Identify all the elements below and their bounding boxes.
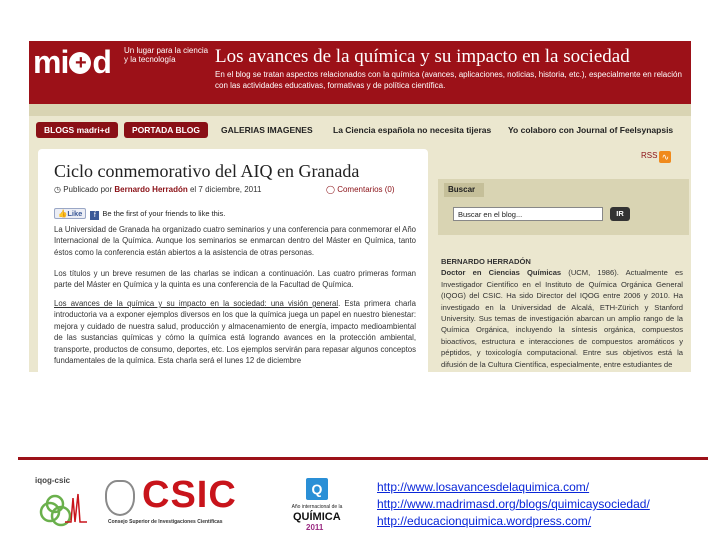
csic-subtitle: Consejo Superior de Investigaciones Científicas <box>108 519 223 525</box>
rss-link[interactable]: RSS ∿ <box>641 151 671 163</box>
plus-icon: + <box>69 52 91 74</box>
blog-screenshot <box>29 41 691 372</box>
search-button[interactable]: IR <box>610 207 630 221</box>
blog-banner <box>29 41 691 104</box>
bio-name: BERNARDO HERRADÓN <box>441 257 531 266</box>
post-paragraph: Los avances de la química y su impacto en la sociedad: una visión general. Esta primera charla introductoria va a exponer ejemplos diversos en los que la química juega un papel en nuestro bienestar: mejora y cuidado de nuestra salud, producción y almacenamiento de energía, impacto medioambiental de las sustancias químicas y cómo la química está logrando avances en la protección ambiental, transporte, productos de consumo, deportes, etc. Los ejemplos servirán para repasar algunos conceptos fundamentales de la química. Esta charla será el lunes 12 de diciembre <box>54 299 416 366</box>
like-button[interactable]: 👍Like <box>54 208 86 219</box>
post-title[interactable]: Ciclo conmemorativo del AIQ en Granada <box>54 161 360 181</box>
bio-degree: Doctor en Ciencias Químicas <box>441 268 562 278</box>
search-input[interactable]: Buscar en el blog... <box>453 207 603 221</box>
csic-logo: CSIC <box>142 474 237 516</box>
footer-separator <box>18 457 708 460</box>
nav-journal-feelsynapsis[interactable]: Yo colaboro con Journal of Feelsynapsis <box>508 125 674 135</box>
footer-links <box>377 479 650 530</box>
facebook-icon: f <box>90 211 99 220</box>
rss-icon: ∿ <box>659 151 671 163</box>
thumbs-up-icon: 👍 <box>58 209 68 218</box>
aiq-logo-icon: Q <box>306 478 328 500</box>
post-card <box>38 149 428 372</box>
blog-description: En el blog se tratan aspectos relacionados con la química (avances, aplicaciones, noticias, historia, etc.), especialmente en relación con las actividades educativas, formativas y de política científica. <box>215 70 682 90</box>
logo-tagline: Un lugar para la ciencia y la tecnología <box>124 46 209 64</box>
post-author[interactable]: Bernardo Herradón <box>114 185 188 194</box>
search-box <box>438 179 689 235</box>
facebook-like-row <box>54 208 225 220</box>
nav-ciencia-tijeras[interactable]: La Ciencia española no necesita tijeras <box>333 125 492 135</box>
aiq-year: 2011 <box>306 523 324 532</box>
seminar-link[interactable]: Los avances de la química y su impacto en la sociedad: una visión general <box>54 299 339 308</box>
mid-logo[interactable]: mi + d <box>33 44 111 80</box>
aiq-subtitle: Año internacional de la <box>291 504 343 510</box>
comments-link[interactable]: ◯ Comentarios (0) <box>326 185 395 194</box>
like-text: Be the first of your friends to like this. <box>102 209 226 218</box>
clock-icon: ◷ <box>54 185 61 194</box>
search-tab: Buscar <box>444 183 484 197</box>
post-meta: ◷ Publicado por Bernardo Herradón el 7 diciembre, 2011 <box>54 185 262 194</box>
link-educacionquimica[interactable]: http://educacionquimica.wordpress.com/ <box>377 514 592 528</box>
nav-bar <box>29 116 691 146</box>
blog-title[interactable]: Los avances de la química y su impacto en la sociedad <box>215 46 630 67</box>
nav-blogs-madrid[interactable]: BLOGS madri+d <box>36 122 118 138</box>
aiq-word: QUÍMICA <box>293 511 341 523</box>
iqog-label: iqog-csic <box>35 476 71 485</box>
csic-seal-icon <box>105 480 135 516</box>
comment-bubble-icon: ◯ <box>326 185 335 194</box>
post-date: el 7 diciembre, 2011 <box>189 185 262 194</box>
post-paragraph: Los títulos y un breve resumen de las charlas se indican a continuación. Las cuatro primeras forman parte del Máster en Química y la quinta es una conferencia de la Facultad de Química. <box>54 269 416 290</box>
bio-text: (UCM, 1986). Actualmente es Investigador Científico en el Instituto de Química Orgánica General (IQOG) del CSIC. Ha sido Director del IQOG entre 2006 y 2010. Ha investigado en la Universidad de Alcalá, ETH-Zürich y Stanford University. Sus temas de investigación abarcan un amplio rango de la Química Orgánica, incluyendo la síntesis orgánica, compuestos bioactivos, estructura e interacciones de compuestos aromáticos y péptidos, y toxicología computacional. Entre sus objetivos está la difusión de la Cultura Científica, especialmente, entre estudiantes de <box>441 268 683 369</box>
nav-galerias-imagenes[interactable]: GALERIAS IMAGENES <box>221 125 313 135</box>
banner-strip <box>29 104 691 116</box>
nav-portada-blog[interactable]: PORTADA BLOG <box>124 122 208 138</box>
link-madrimasd[interactable]: http://www.madrimasd.org/blogs/quimicaysociedad/ <box>377 497 650 511</box>
link-losavances[interactable]: http://www.losavancesdelaquimica.com/ <box>377 480 590 494</box>
post-paragraph: La Universidad de Granada ha organizado cuatro seminarios y una conferencia para conmemorar el Año Internacional de la Química. Aunque los seminarios se enmarcan dentro del Máster en Química, tanto éstos como la conferencia están abiertos a la asistencia de otras personas. <box>54 225 416 257</box>
author-bio <box>441 256 683 370</box>
